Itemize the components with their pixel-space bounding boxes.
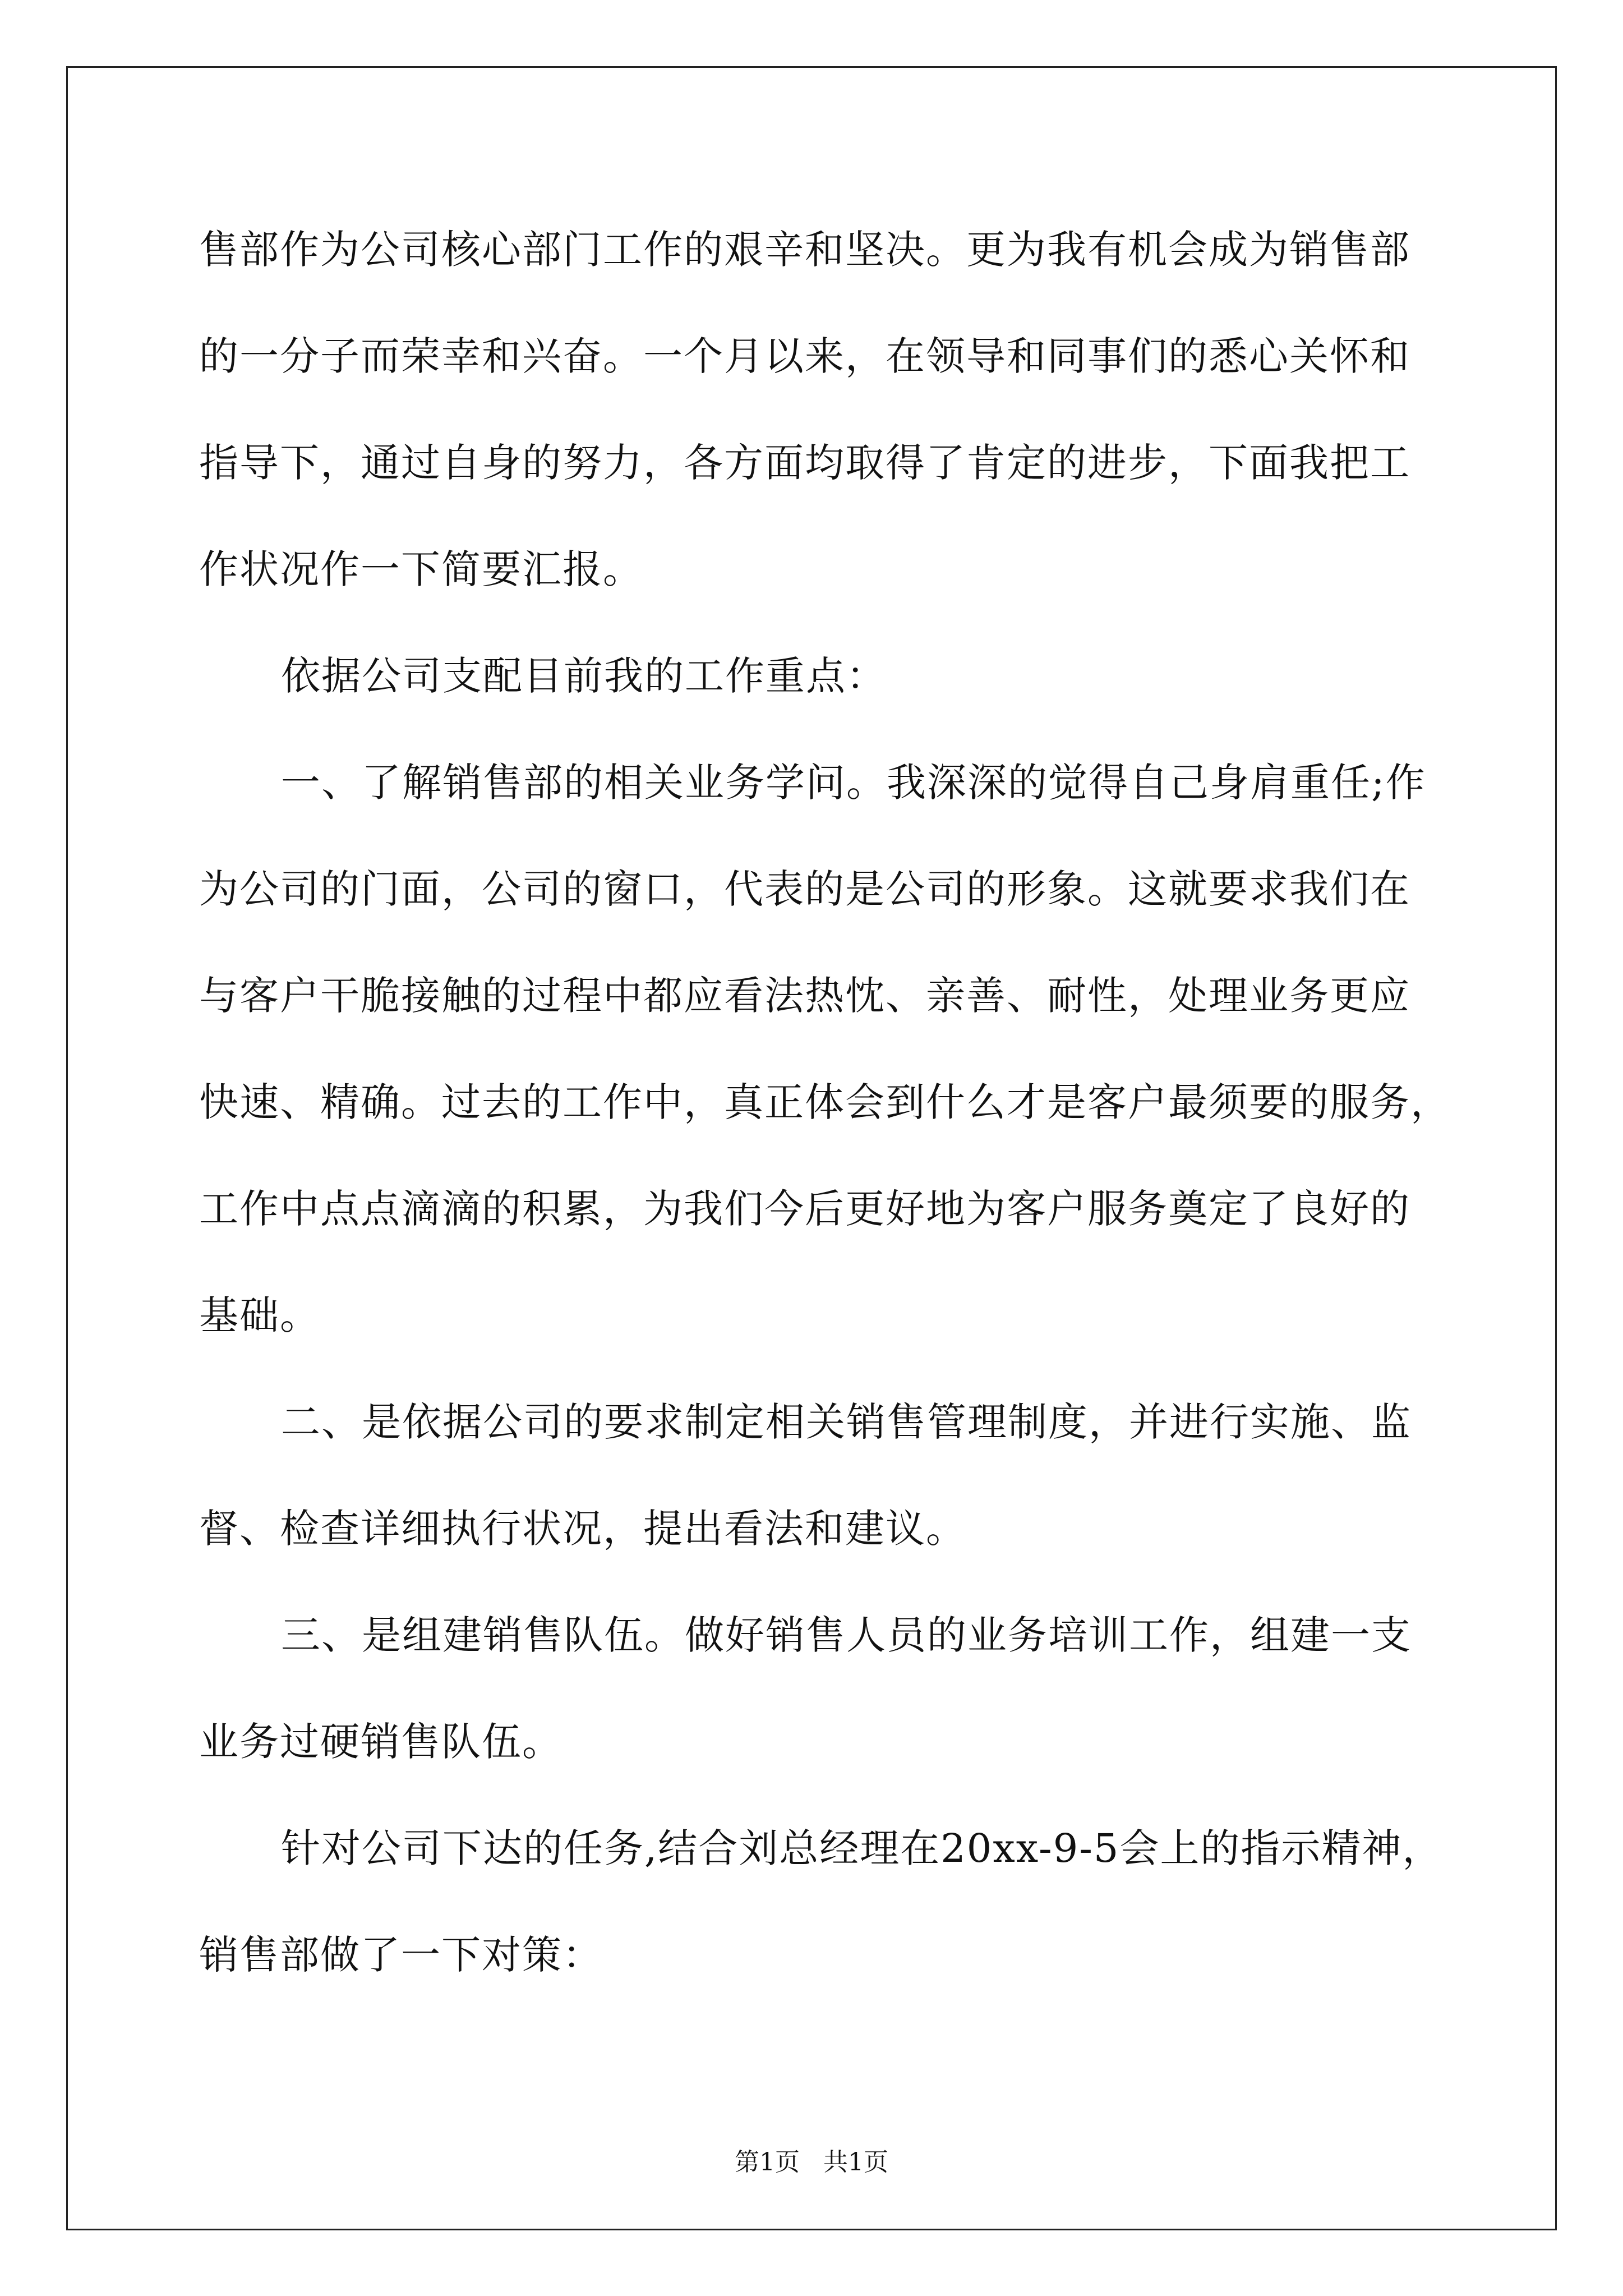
page-footer: 第1页 共1页 xyxy=(735,2148,888,2177)
text-line: 作状况作一下简要汇报。 xyxy=(199,546,643,592)
text-line: 指导下，通过自身的努力，各方面均取得了肯定的进步，下面我把工 xyxy=(199,440,1410,486)
text-line: 二、是依据公司的要求制定相关销售管理制度，并进行实施、监 xyxy=(281,1399,1412,1445)
text-line: 快速、精确。过去的工作中，真正体会到什么才是客户最须要的服务， xyxy=(199,1079,1451,1125)
text-line: 售部作为公司核心部门工作的艰辛和坚决。更为我有机会成为销售部 xyxy=(199,227,1410,273)
text-line: 针对公司下达的任务,结合刘总经理在20xx-9-5会上的指示精神， xyxy=(281,1825,1443,1871)
text-line: 销售部做了一下对策： xyxy=(199,1932,603,1978)
text-line: 三、是组建销售队伍。做好销售人员的业务培训工作，组建一支 xyxy=(281,1612,1412,1658)
document-body xyxy=(199,213,1451,2025)
text-line: 一、了解销售部的相关业务学问。我深深的觉得自己身肩重任;作 xyxy=(281,760,1426,806)
text-line: 依据公司支配目前我的工作重点： xyxy=(281,653,887,699)
text-line: 的一分子而荣幸和兴奋。一个月以来，在领导和同事们的悉心关怀和 xyxy=(199,333,1410,379)
text-line: 与客户干脆接触的过程中都应看法热忱、亲善、耐性，处理业务更应 xyxy=(199,973,1410,1019)
text-line: 工作中点点滴滴的积累，为我们今后更好地为客户服务奠定了良好的 xyxy=(199,1186,1410,1232)
text-line: 为公司的门面，公司的窗口，代表的是公司的形象。这就要求我们在 xyxy=(199,866,1410,912)
text-line: 督、检查详细执行状况，提出看法和建议。 xyxy=(199,1506,966,1552)
text-line: 基础。 xyxy=(199,1292,320,1338)
text-line: 业务过硬销售队伍。 xyxy=(199,1719,562,1765)
